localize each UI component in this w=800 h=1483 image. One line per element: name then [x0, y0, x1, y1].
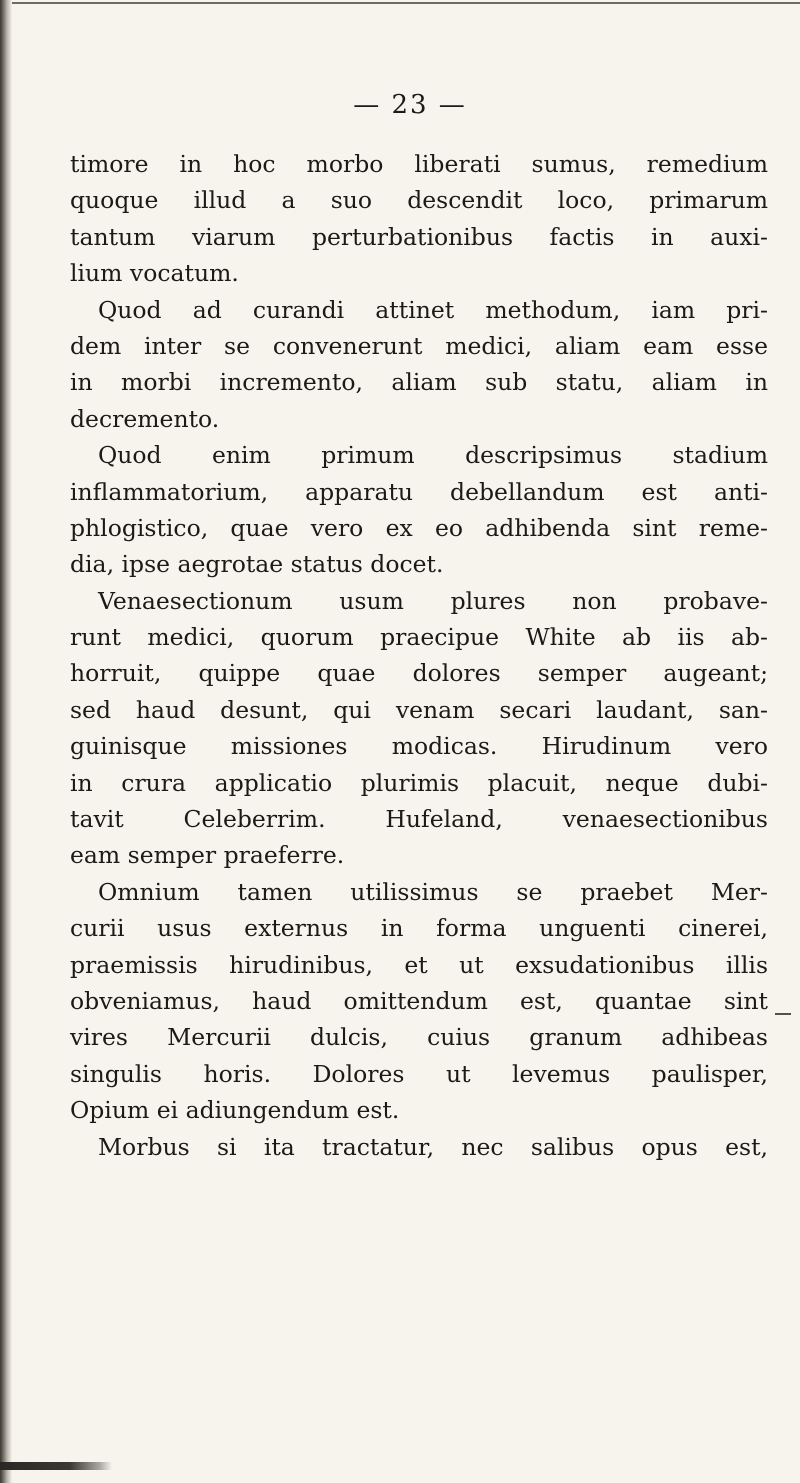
text-line: dia, ipse aegrotae status docet. — [70, 550, 444, 579]
text-line: phlogistico, quae vero ex eo adhibenda sint reme- — [70, 513, 768, 542]
text-line: curii usus externus in forma unguenti cinerei, — [70, 914, 768, 943]
text-line: Opium ei adiungendum est. — [70, 1096, 400, 1125]
text-line: runt medici, quorum praecipue White ab iis ab- — [70, 623, 768, 652]
page-top-edge — [12, 2, 800, 4]
scan-shadow — [0, 1462, 112, 1470]
text-line: sed haud desunt, qui venam secari laudant, san- — [70, 695, 768, 724]
margin-mark — [775, 1013, 791, 1015]
text-line: obveniamus, haud omittendum est, quantae sint — [70, 986, 768, 1015]
text-line: Quod enim primum descripsimus stadium — [98, 441, 768, 470]
book-spine-edge — [0, 0, 12, 1483]
text-line: Omnium tamen utilissimus se praebet Mer- — [98, 877, 768, 906]
text-line: in morbi incremento, aliam sub statu, aliam in — [70, 368, 768, 397]
text-line: horruit, quippe quae dolores semper augeant; — [70, 659, 768, 688]
text-line: Quod ad curandi attinet methodum, iam pri- — [98, 295, 768, 324]
page-number: — 23 — — [353, 90, 467, 120]
body-text — [70, 146, 768, 1165]
text-line: guinisque missiones modicas. Hirudinum vero — [70, 732, 768, 761]
text-line: tantum viarum perturbationibus factis in auxi- — [70, 222, 768, 251]
text-line: quoque illud a suo descendit loco, primarum — [70, 186, 768, 215]
text-line: decremento. — [70, 404, 220, 433]
text-line: praemissis hirudinibus, et ut exsudationibus illis — [70, 950, 768, 979]
text-line: lium vocatum. — [70, 259, 239, 288]
text-line: vires Mercurii dulcis, cuius granum adhibeas — [70, 1023, 768, 1052]
text-line: Morbus si ita tractatur, nec salibus opus est, — [98, 1132, 768, 1161]
text-line: inflammatorium, apparatu debellandum est anti- — [70, 477, 768, 506]
text-line: eam semper praeferre. — [70, 841, 345, 870]
text-line: in crura applicatio plurimis placuit, neque dubi- — [70, 768, 768, 797]
text-line: timore in hoc morbo liberati sumus, remedium — [70, 150, 768, 178]
text-line: Venaesectionum usum plures non probave- — [98, 586, 768, 615]
text-line: singulis horis. Dolores ut levemus paulisper, — [70, 1059, 768, 1088]
text-line: tavit Celeberrim. Hufeland, venaesectionibus — [70, 805, 768, 834]
text-line: dem inter se convenerunt medici, aliam eam esse — [70, 331, 768, 360]
